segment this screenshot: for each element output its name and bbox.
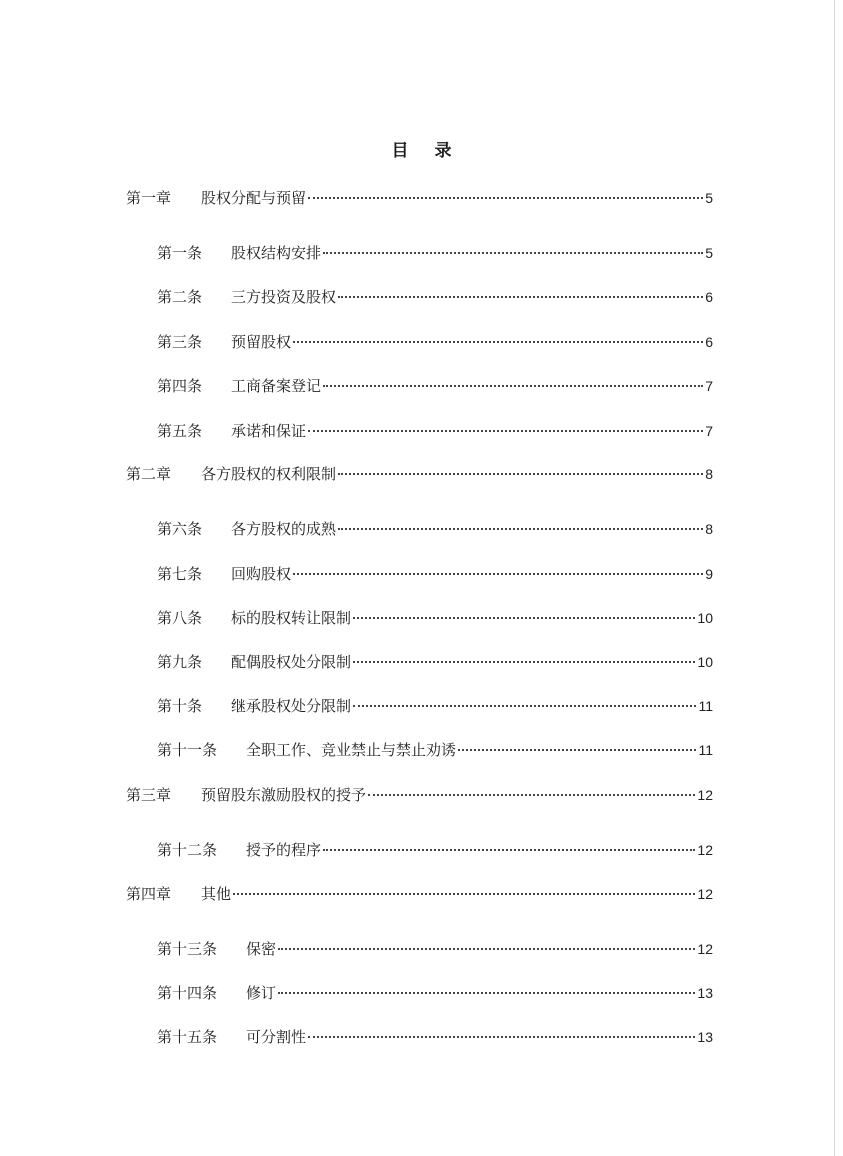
toc-title: 目 录 [391,141,462,161]
toc-entry-number: 第十四条 [157,984,218,1002]
toc-dot-leader [338,473,703,475]
toc-dot-leader [323,385,703,387]
toc-dot-leader [233,893,695,895]
toc-page-number: 6 [705,289,713,305]
toc-entry-number: 第二章 [126,465,172,483]
toc-entry-article-12[interactable] [157,840,713,860]
toc-entry-chapter-4[interactable] [126,884,713,904]
toc-page-number: 5 [705,245,713,261]
toc-entry-label: 全职工作、竞业禁止与禁止劝诱 [246,741,457,759]
toc-entry-chapter-3[interactable] [126,785,713,805]
toc-entry-label: 可分割性 [246,1028,307,1046]
toc-page-number: 8 [705,466,713,482]
toc-entry-article-6[interactable] [157,519,713,539]
toc-entry-article-7[interactable] [157,564,713,584]
toc-entry-number: 第一条 [157,244,203,262]
toc-entry-article-8[interactable] [157,608,713,628]
toc-page-number: 13 [697,985,713,1001]
toc-entry-number: 第八条 [157,609,203,627]
toc-dot-leader [353,617,695,619]
toc-entry-label: 保密 [246,940,277,958]
toc-dot-leader [308,197,703,199]
toc-entry-article-1[interactable] [157,243,713,263]
toc-entry-label: 各方股权的权利限制 [201,465,337,483]
toc-dot-leader [278,992,695,994]
toc-page-number: 7 [705,423,713,439]
toc-page-number: 9 [705,566,713,582]
toc-entry-chapter-1[interactable] [126,188,713,208]
toc-page-number: 11 [698,698,713,714]
toc-entry-article-13[interactable] [157,939,713,959]
toc-entry-label: 其他 [201,885,232,903]
toc-dot-leader [338,296,703,298]
page-edge-divider [834,0,835,1156]
toc-entry-article-4[interactable] [157,376,713,396]
toc-entry-article-14[interactable] [157,983,713,1003]
toc-entry-number: 第九条 [157,653,203,671]
toc-entry-number: 第二条 [157,288,203,306]
toc-entry-number: 第六条 [157,520,203,538]
toc-entry-number: 第五条 [157,422,203,440]
toc-page-number: 10 [697,610,713,626]
toc-page-number: 13 [697,1029,713,1045]
toc-entry-number: 第一章 [126,189,172,207]
toc-entry-label: 修订 [246,984,277,1002]
toc-entry-number: 第十五条 [157,1028,218,1046]
toc-entry-number: 第十三条 [157,940,218,958]
toc-entry-number: 第十条 [157,697,203,715]
toc-entry-number: 第四章 [126,885,172,903]
toc-entry-article-5[interactable] [157,421,713,441]
toc-page-number: 5 [705,190,713,206]
toc-dot-leader [293,341,703,343]
toc-dot-leader [308,430,703,432]
toc-entry-label: 预留股东激励股权的授予 [201,786,367,804]
toc-dot-leader [308,1036,695,1038]
toc-page-number: 12 [697,787,713,803]
toc-page-number: 10 [697,654,713,670]
toc-dot-leader [323,252,703,254]
toc-entry-chapter-2[interactable] [126,464,713,484]
toc-entry-label: 配偶股权处分限制 [231,653,352,671]
toc-entry-number: 第三条 [157,333,203,351]
toc-page-number: 7 [705,378,713,394]
toc-entry-label: 继承股权处分限制 [231,697,352,715]
toc-dot-leader [293,573,703,575]
toc-page-number: 6 [705,334,713,350]
toc-entry-label: 股权结构安排 [231,244,322,262]
toc-entry-label: 三方投资及股权 [231,288,337,306]
toc-entry-label: 各方股权的成熟 [231,520,337,538]
toc-entry-number: 第十二条 [157,841,218,859]
toc-page-number: 12 [697,842,713,858]
toc-entry-article-9[interactable] [157,652,713,672]
toc-dot-leader [353,661,695,663]
toc-dot-leader [368,794,695,796]
toc-entry-label: 股权分配与预留 [201,189,307,207]
toc-entry-article-11[interactable] [157,740,713,760]
toc-entry-label: 标的股权转让限制 [231,609,352,627]
toc-entry-number: 第十一条 [157,741,218,759]
toc-page-number: 12 [697,886,713,902]
toc-entry-number: 第七条 [157,565,203,583]
toc-entry-label: 承诺和保证 [231,422,307,440]
toc-entry-article-15[interactable] [157,1027,713,1047]
toc-entry-label: 授予的程序 [246,841,322,859]
toc-entry-article-3[interactable] [157,332,713,352]
toc-entry-label: 工商备案登记 [231,377,322,395]
toc-entry-label: 回购股权 [231,565,292,583]
toc-page-number: 11 [698,742,713,758]
toc-dot-leader [338,528,703,530]
toc-dot-leader [278,948,695,950]
toc-dot-leader [458,749,696,751]
toc-page-number: 12 [697,941,713,957]
toc-entry-article-2[interactable] [157,287,713,307]
toc-entry-number: 第四条 [157,377,203,395]
toc-entry-number: 第三章 [126,786,172,804]
toc-entry-label: 预留股权 [231,333,292,351]
toc-entry-article-10[interactable] [157,696,713,716]
toc-page-number: 8 [705,521,713,537]
toc-dot-leader [353,705,696,707]
toc-dot-leader [323,849,695,851]
